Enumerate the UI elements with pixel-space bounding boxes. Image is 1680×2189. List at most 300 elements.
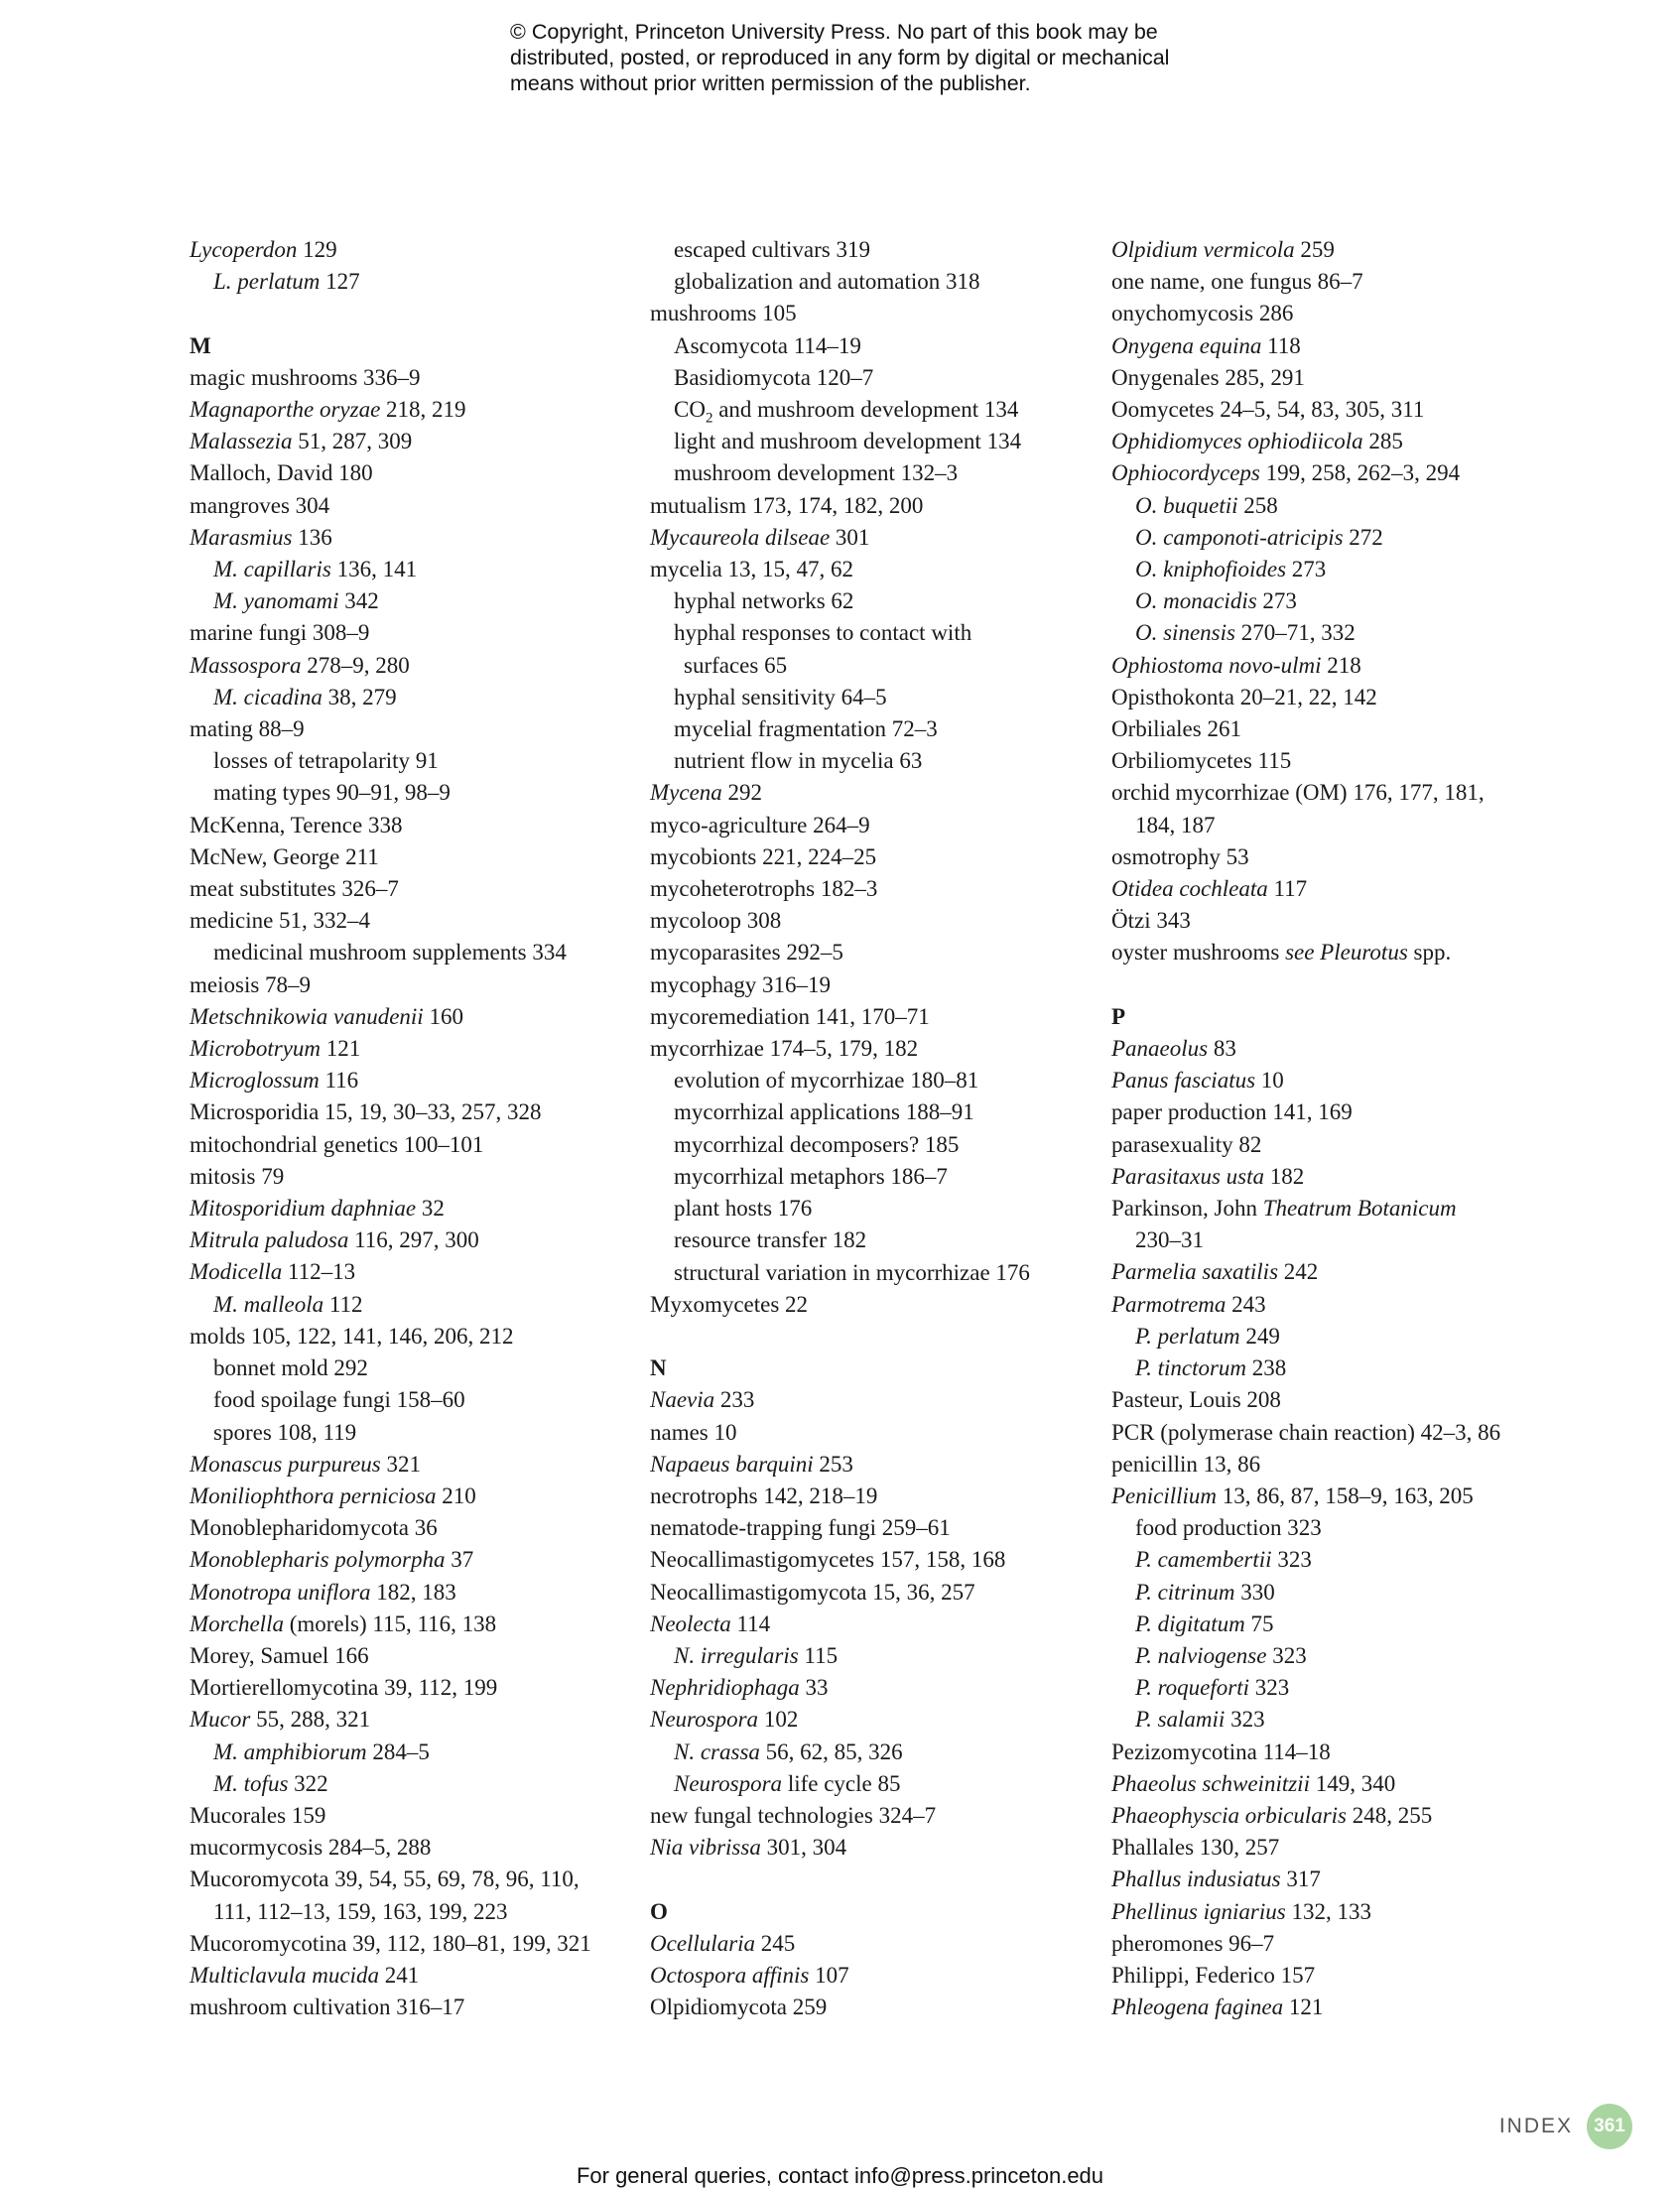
index-entry-text: oyster mushrooms [1111, 940, 1286, 966]
index-entry [190, 810, 591, 841]
index-subentry [650, 457, 1030, 489]
index-entry [1111, 330, 1500, 362]
index-entry-text: hyphal networks 62 [674, 588, 854, 614]
index-entry [1111, 1033, 1500, 1065]
index-entry [650, 810, 1030, 841]
index-entry-text: 245 [755, 1930, 796, 1956]
index-entry [190, 873, 591, 905]
index-entry-text: 136 [292, 524, 332, 550]
index-entry [650, 1928, 1030, 1960]
index-entry-text: Neolecta [650, 1610, 731, 1636]
index-entry-text: P. nalviogense [1135, 1642, 1267, 1668]
index-entry-text: losses of tetrapolarity 91 [213, 748, 439, 774]
index-entry-text: 136, 141 [330, 557, 418, 582]
copyright-line-3: means without prior written permission of the publisher. [510, 71, 1031, 95]
index-entry [650, 1609, 1030, 1640]
index-subentry [190, 682, 591, 713]
index-entry-text: new fungal technologies 324–7 [650, 1802, 937, 1828]
index-entry [1111, 1768, 1500, 1800]
index-entry-continuation [190, 1896, 591, 1928]
index-entry-text: Ophiocordyceps [1111, 460, 1260, 486]
index-entry-text: O. sinensis [1135, 620, 1235, 646]
index-entry-text: 230–31 [1135, 1227, 1204, 1253]
index-entry [650, 1832, 1030, 1864]
index-subentry [1111, 1704, 1500, 1736]
index-entry-text: Mucoromycotina 39, 112, 180–81, 199, 321 [190, 1930, 591, 1956]
index-entry-text: mating 88–9 [190, 716, 305, 742]
index-entry-text: Pezizomycotina 114–18 [1111, 1738, 1331, 1764]
index-subentry [190, 1768, 591, 1800]
index-entry-text: 218 [1321, 652, 1361, 678]
index-entry-text: mycorrhizal applications 188–91 [674, 1099, 974, 1125]
index-entry [1111, 682, 1500, 713]
index-entry-text: onychomycosis 286 [1111, 301, 1294, 326]
index-subentry [650, 266, 1030, 298]
index-entry [1111, 1832, 1500, 1864]
index-entry [1111, 266, 1500, 298]
index-entry-text: 83 [1208, 1036, 1236, 1062]
index-column-2 [650, 234, 1030, 2023]
index-entry [1111, 1065, 1500, 1096]
index-subentry [1111, 1672, 1500, 1704]
index-entry [650, 1960, 1030, 1992]
index-entry-text: 114 [730, 1610, 771, 1636]
index-entry [1111, 1096, 1500, 1128]
index-entry-text: mycobionts 221, 224–25 [650, 843, 877, 869]
index-entry-text: 292 [721, 780, 763, 806]
index-entry-text: 116 [319, 1068, 359, 1094]
index-entry-text: nematode-trapping fungi 259–61 [650, 1515, 951, 1541]
index-entry-text: penicillin 13, 86 [1111, 1451, 1261, 1477]
index-subentry [650, 1193, 1030, 1224]
index-entry [1111, 905, 1500, 937]
index-entry [1111, 362, 1500, 394]
index-subentry [650, 1768, 1030, 1800]
index-entry-text: Microsporidia 15, 19, 30–33, 257, 328 [190, 1099, 542, 1125]
index-entry [1111, 1449, 1500, 1481]
index-entry-text: mucormycosis 284–5, 288 [190, 1835, 432, 1861]
index-entry-text: medicine 51, 332–4 [190, 908, 371, 934]
index-entry [190, 713, 591, 745]
index-subentry [190, 1352, 591, 1384]
index-entry-text: necrotrophs 142, 218–19 [650, 1482, 878, 1508]
index-entry-text: Ötzi 343 [1111, 908, 1191, 934]
index-entry-text: mycorrhizal decomposers? 185 [674, 1131, 960, 1157]
index-entry-text: Neurospora [650, 1707, 759, 1733]
index-entry-text: 51, 287, 309 [292, 429, 413, 454]
index-entry-text: Mucor [190, 1707, 251, 1733]
index-entry-text: mushroom cultivation 316–17 [190, 1995, 465, 2020]
index-entry-text: 115 [798, 1642, 839, 1668]
index-entry-text: mycoremediation 141, 170–71 [650, 1003, 930, 1029]
index-entry [1111, 1928, 1500, 1960]
index-entry-text: Panus fasciatus [1111, 1068, 1256, 1094]
index-entry-text: P. roqueforti [1135, 1675, 1250, 1701]
index-entry-text: 258 [1237, 492, 1278, 518]
index-entry [1111, 873, 1500, 905]
index-entry [650, 1384, 1030, 1416]
index-entry-text: medicinal mushroom supplements 334 [213, 940, 567, 966]
index-entry [650, 905, 1030, 937]
index-entry-text: 273 [1286, 557, 1327, 582]
index-subentry [1111, 1512, 1500, 1544]
index-entry-text: M. capillaris [213, 557, 331, 582]
index-entry-text: mushroom development 132–3 [674, 460, 959, 486]
index-entry [190, 1321, 591, 1352]
index-subentry [190, 1737, 591, 1768]
index-entry-text: Mortierellomycotina 39, 112, 199 [190, 1675, 498, 1701]
index-entry-text: Mucorales 159 [190, 1802, 326, 1828]
index-entry [650, 554, 1030, 585]
index-entry-text: mycoloop 308 [650, 908, 782, 934]
index-entry-text: 301 [830, 524, 870, 550]
index-entry-text: Penicillium [1111, 1482, 1218, 1508]
index-entry-text: Nia vibrissa [650, 1835, 761, 1861]
index-entry [190, 841, 591, 873]
index-subentry [190, 585, 591, 617]
index-entry-text: 38, 279 [322, 684, 397, 709]
index-entry-text: Philippi, Federico 157 [1111, 1962, 1316, 1988]
index-entry [190, 650, 591, 682]
index-entry [650, 1001, 1030, 1033]
index-entry-continuation [1111, 810, 1500, 841]
index-entry-text: Olpidiomycota 259 [650, 1995, 828, 2020]
copyright-notice [510, 19, 1264, 96]
index-entry-text: mycoheterotrophs 182–3 [650, 876, 878, 902]
index-entry-text: Nephridiophaga [650, 1675, 800, 1701]
index-entry-text: Onygena equina [1111, 332, 1262, 358]
index-subentry [650, 617, 1030, 649]
index-subentry [650, 1065, 1030, 1096]
index-entry-text: McNew, George 211 [190, 843, 379, 869]
index-subentry [650, 745, 1030, 777]
index-entry-text: Opisthokonta 20–21, 22, 142 [1111, 684, 1377, 709]
index-entry-text: Theatrum Botanicum [1262, 1196, 1457, 1222]
index-entry [190, 1256, 591, 1288]
index-subentry [1111, 1321, 1500, 1352]
index-entry-text: mitochondrial genetics 100–101 [190, 1131, 484, 1157]
index-entry-text: Magnaporthe oryzae [190, 397, 381, 422]
index-entry [1111, 1256, 1500, 1288]
index-subentry [1111, 1609, 1500, 1640]
index-entry-text: hyphal sensitivity 64–5 [674, 684, 887, 709]
index-entry [650, 1672, 1030, 1704]
index-entry [190, 1800, 591, 1832]
index-subentry [1111, 1352, 1500, 1384]
index-entry-text: 301, 304 [760, 1835, 847, 1861]
index-entry-text: Basidiomycota 120–7 [674, 364, 874, 390]
index-entry-text: Orbiliales 261 [1111, 716, 1241, 742]
index-entry [190, 362, 591, 394]
index-entry-text: 112 [323, 1291, 363, 1317]
index-entry-text: surfaces 65 [684, 652, 788, 678]
index-subentry-continuation [650, 650, 1030, 682]
index-entry [190, 1992, 591, 2023]
index-subentry [1111, 1577, 1500, 1609]
index-entry-text: Microglossum [190, 1068, 320, 1094]
index-entry [650, 1544, 1030, 1576]
index-subentry [650, 426, 1030, 457]
index-entry [650, 522, 1030, 554]
index-entry-text: globalization and automation 318 [674, 269, 980, 295]
index-entry [650, 1512, 1030, 1544]
index-entry [190, 1129, 591, 1161]
index-entry-text: Onygenales 285, 291 [1111, 364, 1305, 390]
index-entry-text: Parmotrema [1111, 1291, 1227, 1317]
index-entry [650, 969, 1030, 1001]
index-entry-text: M. amphibiorum [213, 1738, 367, 1764]
index-entry [650, 937, 1030, 968]
index-entry-text: 233 [714, 1387, 755, 1413]
index-subentry [650, 1737, 1030, 1768]
index-subentry [1111, 522, 1500, 554]
index-entry-text: mycorrhizae 174–5, 179, 182 [650, 1036, 919, 1062]
index-entry [650, 1992, 1030, 2023]
index-entry [1111, 1161, 1500, 1193]
index-entry-text: mangroves 304 [190, 492, 330, 518]
index-entry-text: P [1111, 1003, 1126, 1029]
index-subentry [650, 713, 1030, 745]
index-subentry [650, 1161, 1030, 1193]
index-entry-text: 112–13 [282, 1259, 356, 1285]
index-entry [650, 1033, 1030, 1065]
index-entry-text: 10 [1255, 1068, 1284, 1094]
index-subentry [1111, 617, 1500, 649]
index-entry [1111, 298, 1500, 329]
index-entry-text: marine fungi 308–9 [190, 620, 370, 646]
index-entry-text: 184, 187 [1135, 812, 1216, 837]
index-entry-text: N [650, 1355, 667, 1381]
index-entry [190, 522, 591, 554]
index-subentry [1111, 490, 1500, 522]
index-subentry [650, 362, 1030, 394]
index-entry-text: Moniliophthora perniciosa [190, 1482, 437, 1508]
index-entry-text: escaped cultivars 319 [674, 237, 870, 262]
index-entry-text: meiosis 78–9 [190, 971, 312, 997]
index-entry-text: Olpidium vermicola [1111, 237, 1295, 262]
index-entry-text: N. irregularis [674, 1642, 799, 1668]
index-entry-text: mycoparasites 292–5 [650, 940, 843, 966]
index-entry-text: 249 [1239, 1323, 1280, 1349]
index-entry [190, 1449, 591, 1481]
index-entry-text: 323 [1271, 1547, 1312, 1573]
index-entry-text: Ascomycota 114–19 [674, 332, 861, 358]
index-entry-text: P. perlatum [1135, 1323, 1240, 1349]
index-entry-text: Mitosporidium daphniae [190, 1196, 417, 1222]
index-entry-text: Neocallimastigomycota 15, 36, 257 [650, 1579, 975, 1605]
index-entry-text: 242 [1278, 1259, 1319, 1285]
index-entry-text: resource transfer 182 [674, 1227, 867, 1253]
index-entry-text: Phaeolus schweinitzii [1111, 1770, 1310, 1796]
index-entry-text: 182, 183 [370, 1579, 456, 1605]
index-entry [1111, 394, 1500, 426]
index-entry [190, 457, 591, 489]
index-entry-text: Metschnikowia vanudenii [190, 1003, 424, 1029]
index-entry-text: parasexuality 82 [1111, 1131, 1262, 1157]
index-entry-text: Neocallimastigomycetes 157, 158, 168 [650, 1547, 1006, 1573]
index-entry-text: mycelia 13, 15, 47, 62 [650, 557, 854, 582]
index-entry-text: Phaeophyscia orbicularis [1111, 1802, 1347, 1828]
index-entry [190, 1481, 591, 1512]
index-entry-text: Parkinson, John [1111, 1196, 1263, 1222]
index-entry-text: 129 [297, 237, 337, 262]
index-entry-text: Malassezia [190, 429, 293, 454]
index-entry [190, 1832, 591, 1864]
index-entry [1111, 1417, 1500, 1449]
index-entry-text: Octospora affinis [650, 1962, 810, 1988]
index-entry-text: 75 [1244, 1610, 1274, 1636]
index-entry-text: life cycle 85 [782, 1770, 901, 1796]
index-entry-text: plant hosts 176 [674, 1196, 813, 1222]
index-entry-text: structural variation in mycorrhizae 176 [674, 1259, 1030, 1285]
index-entry [190, 1577, 591, 1609]
index-entry-text: 241 [379, 1962, 420, 1988]
index-entry-text: 111, 112–13, 159, 163, 199, 223 [213, 1898, 508, 1924]
index-subentry [650, 1129, 1030, 1161]
index-subentry [190, 745, 591, 777]
index-entry-text: 273 [1256, 588, 1297, 614]
index-entry-text: food production 323 [1135, 1515, 1322, 1541]
index-entry [1111, 745, 1500, 777]
index-entry-text: spores 108, 119 [213, 1419, 357, 1445]
index-entry-text: 13, 86, 87, 158–9, 163, 205 [1217, 1482, 1474, 1508]
index-entry-text: N. crassa [674, 1738, 760, 1764]
index-entry [1111, 841, 1500, 873]
index-entry-text: Morchella [190, 1610, 284, 1636]
index-entry-text: 116, 297, 300 [348, 1227, 479, 1253]
index-entry-text: Monoblepharidomycota 36 [190, 1515, 438, 1541]
index-subentry [1111, 554, 1500, 585]
index-subentry [190, 1289, 591, 1321]
index-entry [1111, 426, 1500, 457]
index-entry-text: 199, 258, 262–3, 294 [1259, 460, 1461, 486]
index-entry-text: M [190, 332, 211, 358]
index-entry-text: hyphal responses to contact with [674, 620, 972, 646]
index-letter-heading [1111, 1001, 1500, 1033]
index-entry [650, 1289, 1030, 1321]
index-entry-text: see Pleurotus [1285, 940, 1408, 966]
index-subentry [1111, 1544, 1500, 1576]
index-column-3 [1111, 234, 1500, 2023]
index-entry [190, 1704, 591, 1736]
index-entry [1111, 1193, 1500, 1224]
index-entry-text: M. cicadina [213, 684, 323, 709]
index-entry-text: P. digitatum [1135, 1610, 1245, 1636]
index-subentry [190, 1417, 591, 1449]
index-entry [190, 905, 591, 937]
copyright-line-2: distributed, posted, or reproduced in any form by digital or mechanical [510, 46, 1170, 69]
index-entry-text: names 10 [650, 1419, 737, 1445]
index-entry-text: Phellinus igniarius [1111, 1898, 1286, 1924]
index-entry [1111, 1481, 1500, 1512]
index-entry-text: 127 [320, 269, 360, 295]
index-entry-text: 210 [436, 1482, 476, 1508]
index-entry [650, 490, 1030, 522]
index-entry-text: L. perlatum [213, 269, 321, 295]
index-entry-text: mating types 90–91, 98–9 [213, 780, 451, 806]
index-entry-text: Ocellularia [650, 1930, 756, 1956]
page-footer [1499, 2104, 1632, 2149]
index-entry-text: 2 [705, 410, 713, 427]
index-subentry [650, 234, 1030, 266]
index-entry [190, 1065, 591, 1096]
index-entry-text: 272 [1343, 524, 1383, 550]
index-entry-text: nutrient flow in mycelia 63 [674, 748, 923, 774]
index-subentry [650, 682, 1030, 713]
index-entry [1111, 1800, 1500, 1832]
index-entry [190, 969, 591, 1001]
index-entry-text: 121 [321, 1036, 361, 1062]
index-entry [190, 426, 591, 457]
index-entry [190, 617, 591, 649]
index-entry-text: Phleogena faginea [1111, 1995, 1284, 2020]
index-entry [190, 1224, 591, 1256]
index-entry [650, 1800, 1030, 1832]
index-entry-text: Mycena [650, 780, 722, 806]
index-entry-text: 278–9, 280 [301, 652, 410, 678]
index-entry-text: Mycaureola dilseae [650, 524, 831, 550]
index-entry-text: orchid mycorrhizae (OM) 176, 177, 181, [1111, 780, 1485, 806]
index-letter-heading [190, 330, 591, 362]
index-entry [1111, 713, 1500, 745]
index-subentry [190, 777, 591, 809]
index-entry [1111, 777, 1500, 809]
index-entry [650, 841, 1030, 873]
index-entry-text: 259 [1294, 237, 1335, 262]
index-entry [1111, 1737, 1500, 1768]
index-subentry [650, 1640, 1030, 1672]
index-entry [190, 1960, 591, 1992]
index-entry-text: Oomycetes 24–5, 54, 83, 305, 311 [1111, 397, 1425, 423]
index-entry [1111, 457, 1500, 489]
index-entry-text: 55, 288, 321 [250, 1707, 371, 1733]
index-entry-text: light and mushroom development 134 [674, 429, 1022, 454]
index-entry-text: M. tofus [213, 1770, 289, 1796]
section-label: INDEX [1498, 2115, 1573, 2137]
index-entry-text: Lycoperdon [190, 237, 298, 262]
index-entry-text: bonnet mold 292 [213, 1355, 368, 1381]
index-entry-text: 32 [416, 1196, 445, 1222]
index-entry-text: Pasteur, Louis 208 [1111, 1387, 1281, 1413]
index-subentry [190, 266, 591, 298]
index-entry-text: Mucoromycota 39, 54, 55, 69, 78, 96, 110, [190, 1867, 580, 1892]
index-entry-text: 330 [1234, 1579, 1275, 1605]
index-entry [190, 1640, 591, 1672]
index-entry-text: molds 105, 122, 141, 146, 206, 212 [190, 1323, 514, 1349]
index-entry-text: 322 [288, 1770, 328, 1796]
index-entry-text: paper production 141, 169 [1111, 1099, 1353, 1125]
copyright-line-1: © Copyright, Princeton University Press. No part of this book may be [510, 20, 1158, 44]
index-entry-text: O. monacidis [1135, 588, 1257, 614]
index-entry-text: Ophiostoma novo-ulmi [1111, 652, 1322, 678]
index-entry-text: CO [674, 397, 706, 423]
index-entry [190, 1512, 591, 1544]
index-entry-text: 317 [1280, 1867, 1321, 1892]
index-entry-text: and mushroom development 134 [712, 397, 1019, 423]
index-entry-text: 321 [380, 1451, 421, 1477]
index-entry-text: Monascus purpureus [190, 1451, 381, 1477]
index-entry-text: Myxomycetes 22 [650, 1291, 809, 1317]
index-entry [190, 1609, 591, 1640]
index-entry-text: meat substitutes 326–7 [190, 876, 399, 902]
index-entry-text: Orbiliomycetes 115 [1111, 748, 1292, 774]
index-entry-text: 102 [758, 1707, 799, 1733]
index-entry-text: M. yanomami [213, 588, 339, 614]
index-entry-text: Multiclavula mucida [190, 1962, 379, 1988]
index-entry-text: Ophidiomyces ophiodiicola [1111, 429, 1363, 454]
index-entry-text: Parmelia saxatilis [1111, 1259, 1279, 1285]
index-entry-text: 160 [423, 1003, 463, 1029]
